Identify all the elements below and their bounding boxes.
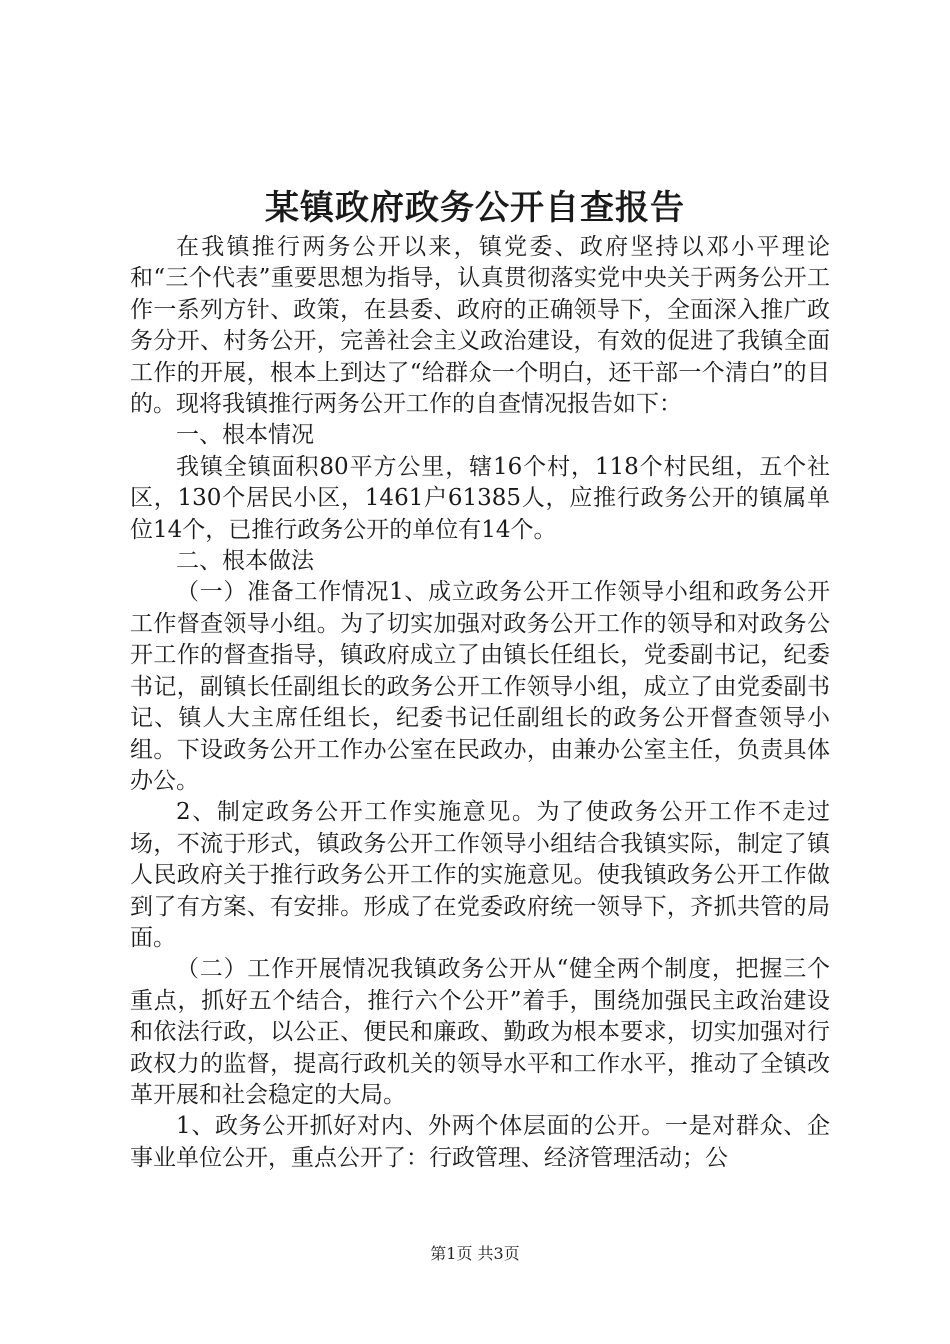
page-number-footer: 第1页 共3页 [430,1244,520,1263]
paragraph-preparation: （一）准备工作情况1、成立政务公开工作领导小组和政务公开工作督查领导小组。为了切实加强对政务公开工作的领导和对政务公开工作的督查指导，镇政府成立了由镇长任组长，党委副书记，纪委书记，副镇长任副组长的政务公开工作领导小组，成立了由党委副书记、镇人大主席任组长，纪委书记任副组长的政务公开督查领导小组。下设政务公开工作办公室在民政办，由兼办公室主任，负责具体办公。 [130,579,830,794]
paragraph-two-levels: 1、政务公开抓好对内、外两个体层面的公开。一是对群众、企事业单位公开，重点公开了：行政管理、经济管理活动；公 [130,1113,830,1171]
document-body [130,232,830,1174]
paragraph-work-progress: （二）工作开展情况我镇政务公开从“健全两个制度，把握三个重点，抓好五个结合，推行六个公开”着手，围绕加强民主政治建设和依法行政，以公正、便民和廉政、勤政为根本要求，切实加强对行政权力的监督，提高行政机关的领导水平和工作水平，推动了全镇改革开展和社会稳定的大局。 [130,956,830,1108]
section-heading-basic-methods: 二、根本做法 [176,548,314,575]
paragraph-implementation-opinion: 2、制定政务公开工作实施意见。为了使政务公开工作不走过场，不流于形式，镇政务公开工作领导小组结合我镇实际，制定了镇人民政府关于推行政务公开工作的实施意见。使我镇政务公开工作做到了有方案、有安排。形成了在党委政府统一领导下，齐抓共管的局面。 [130,799,830,951]
paragraph-intro: 在我镇推行两务公开以来，镇党委、政府坚持以邓小平理论和“三个代表”重要思想为指导，认真贯彻落实党中央关于两务公开工作一系列方针、政策，在县委、政府的正确领导下，全面深入推广政务分开、村务公开，完善社会主义政治建设，有效的促进了我镇全面工作的开展，根本上到达了“给群众一个明白，还干部一个清白”的目的。现将我镇推行两务公开工作的自查情况报告如下： [130,234,830,418]
section-heading-basic-situation: 一、根本情况 [176,422,314,449]
document-title: 某镇政府政务公开自查报告 [265,188,685,228]
paragraph-basic-situation: 我镇全镇面积80平方公里，辖16个村，118个村民组，五个社区，130个居民小区，1461户61385人，应推行政务公开的镇属单位14个，已推行政务公开的单位有14个。 [130,453,830,543]
